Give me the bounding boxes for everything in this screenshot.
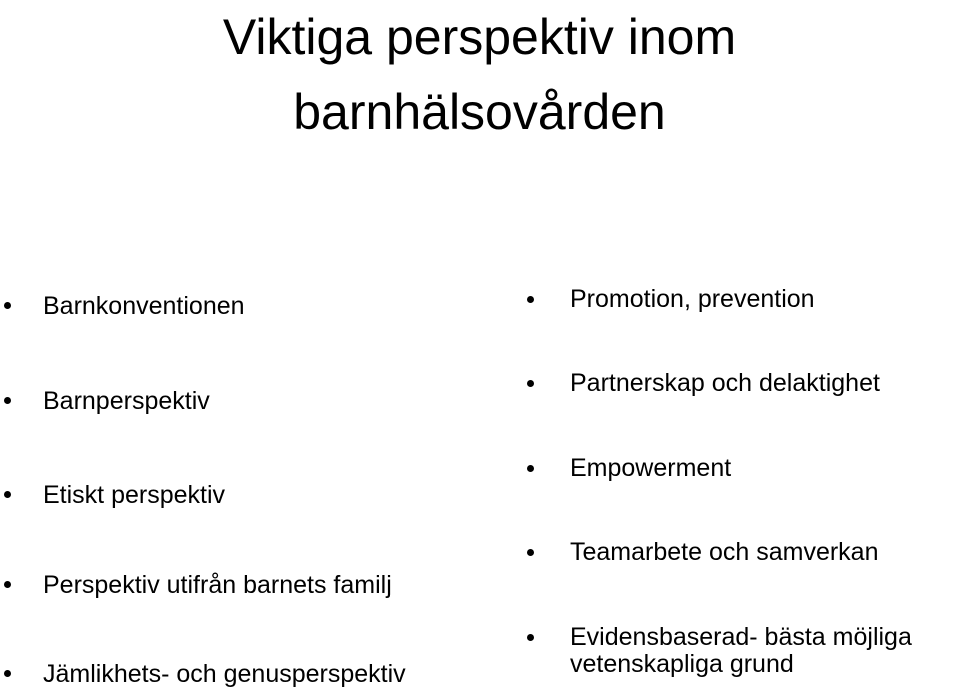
bullet-icon: [527, 549, 534, 556]
list-item-label: Barnperspektiv: [43, 387, 210, 415]
bullet-icon: [4, 670, 11, 677]
list-item-label: Jämlikhets- och genusperspektiv: [43, 660, 406, 688]
bullet-icon: [527, 634, 534, 641]
bullet-icon: [527, 465, 534, 472]
list-item-label: Etiskt perspektiv: [43, 481, 226, 509]
bullet-icon: [4, 491, 11, 498]
list-item-label: Promotion, prevention: [570, 285, 815, 313]
slide-title-line-2: barnhälsovården: [293, 84, 666, 140]
slide-title-line-1: Viktiga perspektiv inom: [222, 9, 737, 65]
list-item-label-line-2: vetenskapliga grund: [570, 650, 794, 678]
list-item-label: Partnerskap och delaktighet: [570, 369, 880, 397]
list-item-label: Perspektiv utifrån barnets familj: [43, 571, 392, 599]
list-item-label-line-1: Evidensbaserad- bästa möjliga: [570, 623, 912, 651]
bullet-icon: [4, 397, 11, 404]
bullet-icon: [527, 296, 534, 303]
slide-title: [0, 0, 959, 150]
list-item-label: Empowerment: [570, 454, 732, 482]
bullet-icon: [4, 581, 11, 588]
list-item-label: [570, 624, 959, 678]
list-item-label: Teamarbete och samverkan: [570, 538, 879, 566]
list-item-label: Barnkonventionen: [43, 292, 245, 320]
bullet-icon: [527, 380, 534, 387]
bullet-icon: [4, 302, 11, 309]
